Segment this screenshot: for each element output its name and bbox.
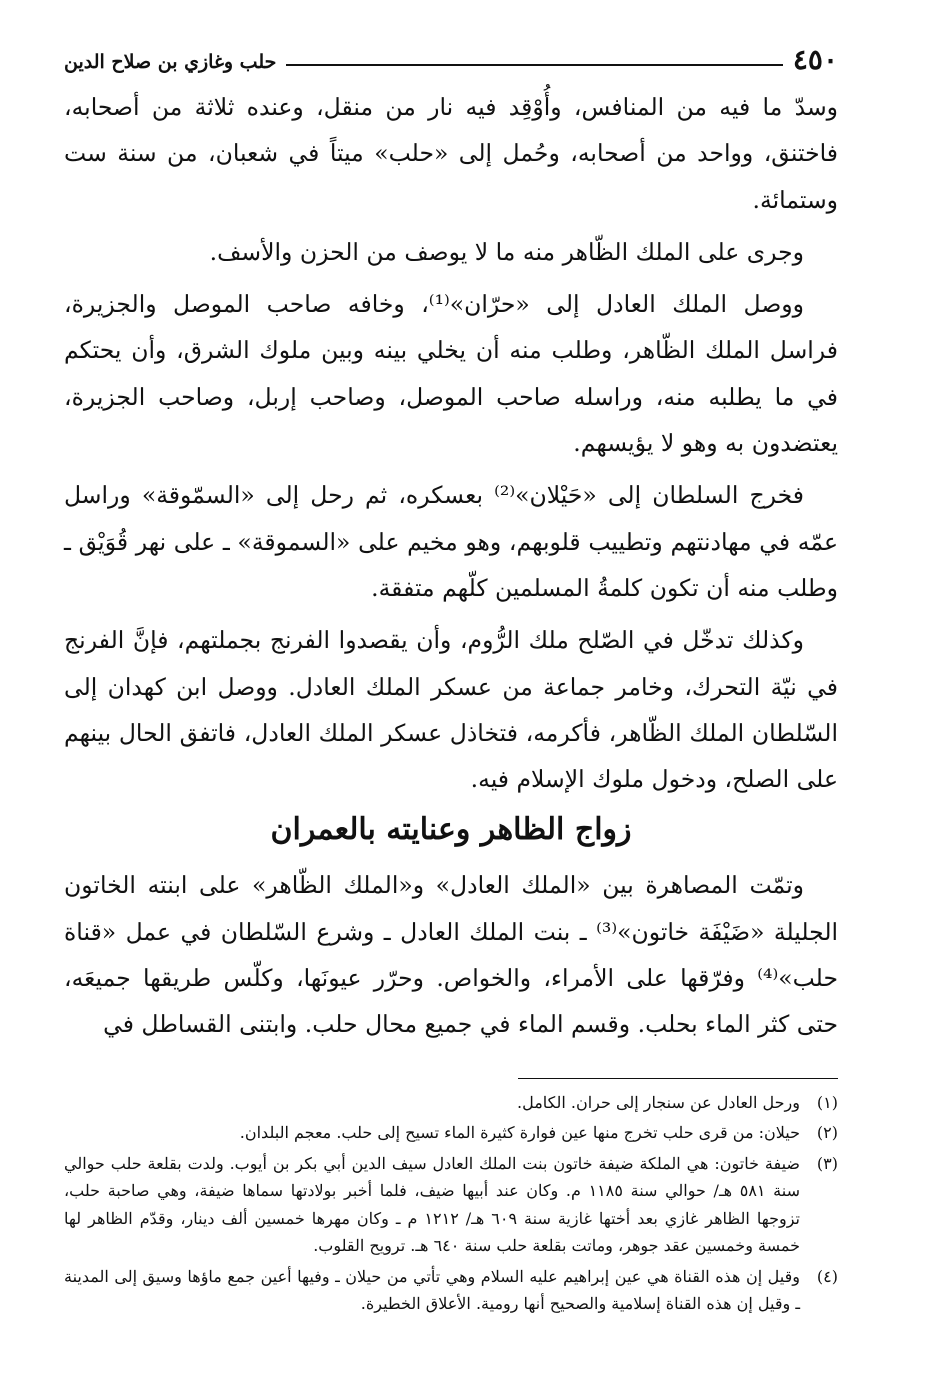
footnote-item [64, 1089, 838, 1117]
paragraph: وجرى على الملك الظّاهر منه ما لا يوصف من الحزن والأسف. [209, 237, 804, 266]
book-page [64, 30, 838, 1357]
footnote-item [64, 1263, 838, 1318]
section-paragraph: وتمّت المصاهرة بين «الملك العادل» و«الملك الظّاهر» على ابنته الخاتون الجليلة «ضَيْفَة خاتون»⁽³⁾ ـ بنت الملك العادل ـ وشرع السّلطان في عمل «قناة حلب»⁽⁴⁾ وفرّقها على الأمراء، والخواص. وحرّر عيونَها، وكلّس طريقها جميعَه، حتى كثر الماء بحلب. وقسم الماء في جميع محال حلب. وابتنى القساطل في [64, 871, 839, 1039]
footnote-item [64, 1150, 838, 1260]
paragraph: فخرج السلطان إلى «حَيْلان»⁽²⁾ بعسكره، ثم رحل إلى «السمّوقة» وراسل عمّه في مهادنتهم وتطييب قلوبهم، وهو مخيم على «السموقة» ـ على نهر قُوَيْق ـ وطلب منه أن تكون كلمةُ المسلمين كلّهم متفقة. [64, 481, 838, 602]
footnote-text: حيلان: من قرى حلب تخرج منها عين فوارة كثيرة الماء تسيح إلى حلب. معجم البلدان. [239, 1123, 800, 1143]
paragraph: وسدّ ما فيه من المنافس، وأُوْقِد فيه نار من منقل، وعنده ثلاثة من أصحابه، فاختنق، وواحد من أصحابه، وحُمل إلى «حلب» ميتاً في شعبان، من سنة ست وستمائة. [64, 93, 838, 214]
footnote-text: ورحل العادل عن سنجار إلى حران. الكامل. [517, 1092, 800, 1112]
footnote-number: (٤) [816, 1266, 838, 1286]
footnote-rule [518, 1078, 838, 1079]
header-rule [286, 64, 782, 66]
footnote-number: (٢) [816, 1123, 838, 1143]
footnotes [64, 1089, 838, 1318]
footnote-item [64, 1119, 838, 1147]
section-heading: زواج الظاهر وعنايته بالعمران [270, 812, 632, 848]
page-number: ٤٥٠ [792, 43, 838, 76]
paragraph: وكذلك تدخّل في الصّلح ملك الرُّوم، وأن يقصدوا الفرنج بجملتهم، فإنَّ الفرنج في نيّة التحرك، وخامر جماعة من عسكر الملك العادل. ووصل ابن كهدان إلى السّلطان الملك الظّاهر، فأكرمه، فتخاذل عسكر الملك العادل، فاتفق الحال بينهم على الصلح، ودخول ملوك الإسلام فيه. [64, 626, 838, 794]
footnote-number: (١) [816, 1092, 838, 1112]
page-header [64, 30, 838, 74]
paragraph: ووصل الملك العادل إلى «حرّان»⁽¹⁾، وخافه صاحب الموصل والجزيرة، فراسل الملك الظّاهر، وطلب منه أن يخلي بينه وبين ملوك الشرق، وأن يحتكم في ما يطلبه منه، وراسله صاحب الموصل، وصاحب إربل، وصاحب الجزيرة، يعتضدون به وهو لا يؤيسهم. [64, 290, 838, 458]
main-text [64, 84, 838, 1048]
footnote-number: (٣) [816, 1153, 838, 1173]
footnote-text: وقيل إن هذه القناة هي عين إبراهيم عليه السلام وهي تأتي من حيلان ـ وفيها أعين جمع ماؤها وسيق إلى المدينة ـ وقيل إن هذه القناة إسلامية والصحيح أنها رومية. الأعلاق الخطيرة. [64, 1266, 800, 1314]
footnote-text: ضيفة خاتون: هي الملكة ضيفة خاتون بنت الملك العادل سيف الدين أبي بكر بن أيوب. ولدت بقلعة حلب حوالي سنة ٥٨١ هـ/ حوالي سنة ١١٨٥ م. وكان عند أبيها ضيف، فلما أخبر بولادتها سماها ضيفة، وهي صاحبة حلب، تزوجها الظاهر غازي بعد أختها غازية سنة ٦٠٩ هـ/ ١٢١٢ م ـ وكان مهرها خمسين ألف دينار، وقدّم الظاهر لها خمسة وخمسين عقد جوهر، وماتت بقلعة حلب سنة ٦٤٠ هـ. ترويح القلوب. [64, 1153, 801, 1256]
running-title: حلب وغازي بن صلاح الدين [64, 51, 277, 73]
